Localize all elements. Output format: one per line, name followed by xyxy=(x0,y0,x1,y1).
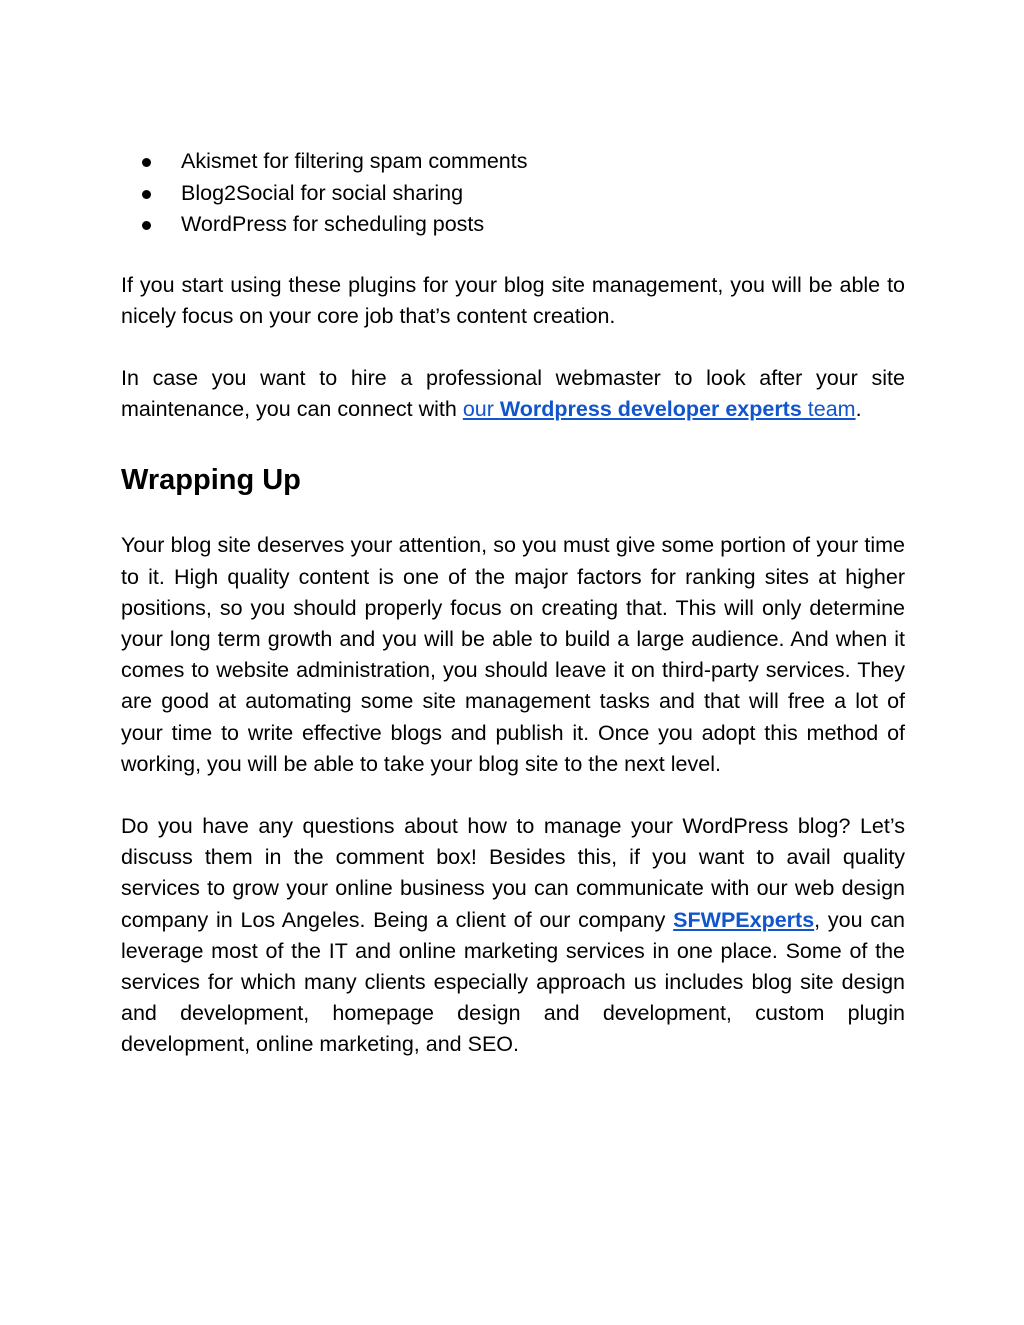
link-text: SFWPExperts xyxy=(673,907,815,932)
paragraph-wrapping-up: Your blog site deserves your attention, so you must give some portion of your time to it. High quality content is one of the major factors for ranking sites at higher positions, so you should properly focus on creating that. This will only determine your long term growth and you will be able to build a large audience. And when it comes to website administration, you should leave it on third-party services. They are good at automating some site management tasks and that will free a lot of your time to write effective blogs and publish it. Once you adopt this method of working, you will be able to take your blog site to the next level. xyxy=(121,533,905,776)
list-item xyxy=(121,178,905,210)
list-item-text: Blog2Social for social sharing xyxy=(181,180,464,205)
sfwpexperts-link[interactable] xyxy=(673,908,814,932)
list-item xyxy=(121,146,905,178)
link-text-suffix: team xyxy=(801,397,856,422)
list-item xyxy=(121,209,905,241)
paragraph-hire-webmaster xyxy=(121,363,905,425)
link-text-bold: Wordpress developer experts xyxy=(499,397,802,422)
paragraph-text-end: . xyxy=(855,397,862,422)
bullet-icon xyxy=(142,221,151,230)
document-page xyxy=(121,146,905,1061)
paragraph-questions xyxy=(121,811,905,1061)
link-text-prefix: our xyxy=(462,397,500,422)
paragraph-text-end: , you can leverage most of the IT and online marketing services in one place. Some of the services for which many clients especially approach us includes blog site design and development, homepage design and development, custom plugin development, online marketing, and SEO. xyxy=(121,907,905,1057)
section-heading: Wrapping Up xyxy=(121,464,301,497)
plugin-bullet-list xyxy=(121,146,905,241)
wordpress-developer-team-link[interactable] xyxy=(463,397,856,421)
list-item-text: Akismet for filtering spam comments xyxy=(181,149,528,173)
bullet-icon xyxy=(142,190,151,199)
bullet-icon xyxy=(142,158,151,167)
paragraph-text: In case you want to hire a professional webmaster to look after your site maintenance, you can connect with xyxy=(121,365,905,422)
paragraph-plugins-benefit: If you start using these plugins for your blog site management, you will be able to nicely focus on your core job that’s content creation. xyxy=(121,272,905,328)
list-item-text: WordPress for scheduling posts xyxy=(181,212,485,236)
paragraph-text: Do you have any questions about how to manage your WordPress blog? Let’s discuss them in the comment box! Besides this, if you want to avail quality services to grow your online business you can communicate with our web design company in Los Angeles. Being a client of our company xyxy=(121,813,905,932)
